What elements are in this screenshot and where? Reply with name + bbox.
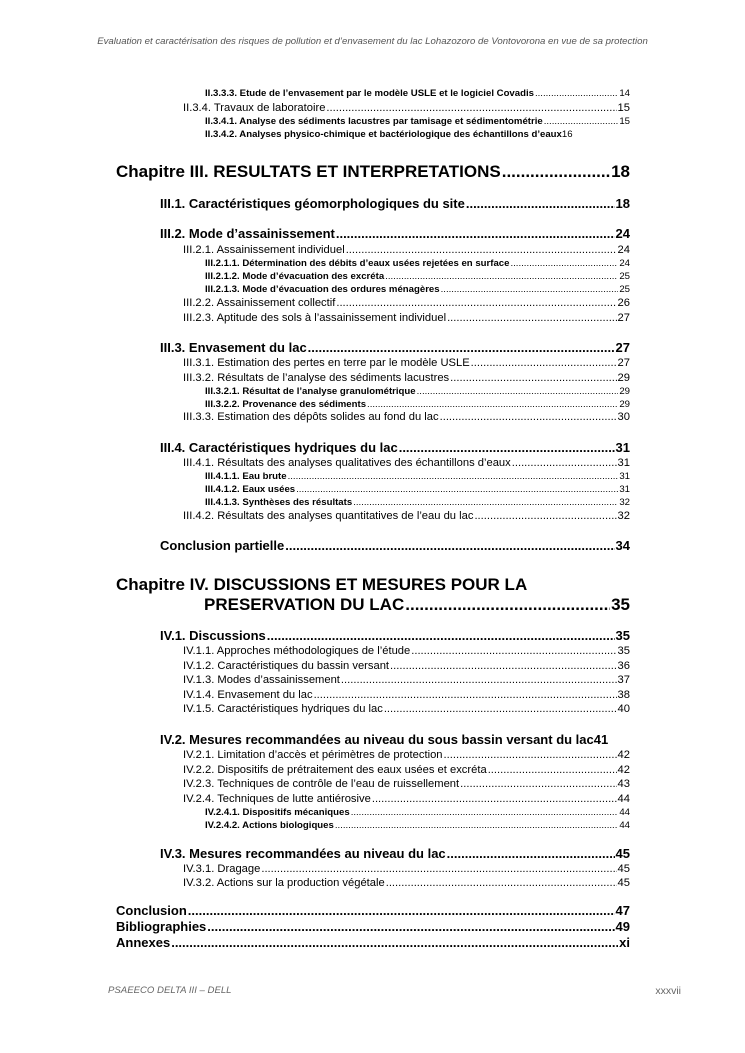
toc-title: III.3.3. Estimation des dépôts solides au fond du lac [183, 411, 439, 423]
toc-title: III.3.1. Estimation des pertes en terre par le modèle USLE [183, 357, 470, 369]
toc-entry[interactable] [205, 820, 630, 831]
toc-title: III.3. Envasement du lac [160, 340, 307, 355]
leader-dots [512, 457, 617, 470]
toc-title: IV.1.3. Modes d’assainissement [183, 674, 340, 686]
leader-dots [207, 920, 614, 935]
leader-dots [308, 341, 615, 356]
toc-page: 29 [619, 399, 630, 410]
toc-entry[interactable] [183, 660, 630, 673]
leader-dots [261, 863, 616, 876]
leader-dots [353, 497, 618, 508]
toc-section[interactable] [160, 733, 630, 748]
toc-page: 16 [561, 129, 573, 140]
toc-title: IV.2.4. Techniques de lutte antiérosive [183, 793, 371, 805]
toc-entry-bibliographies[interactable] [116, 920, 630, 935]
leader-dots [335, 820, 618, 831]
leader-dots [502, 162, 610, 182]
leader-dots [441, 284, 619, 295]
leader-dots [372, 793, 617, 806]
toc-page: 45 [617, 863, 630, 875]
leader-dots [399, 441, 615, 456]
toc-title: III.4.1.2. Eaux usées [205, 484, 296, 495]
toc-title: III.4.1.3. Synthèses des résultats [205, 497, 353, 508]
toc-title: IV.1.4. Envasement du lac [183, 689, 313, 701]
toc-page: 35 [615, 628, 630, 643]
toc-entry[interactable] [183, 764, 630, 777]
toc-entry[interactable] [183, 357, 630, 370]
toc-title: IV.1.2. Caractéristiques du bassin versant [183, 660, 390, 672]
toc-title: IV.2.1. Limitation d’accès et périmètres de protection [183, 749, 443, 761]
toc-entry[interactable] [205, 271, 630, 282]
toc-page: 15 [617, 102, 630, 114]
toc-page: 37 [617, 674, 630, 686]
page-number: xxxvii [655, 985, 681, 997]
toc-page: 49 [615, 919, 630, 934]
toc-entry[interactable] [205, 386, 630, 397]
toc-page: 44 [617, 793, 630, 805]
toc-page: 42 [617, 749, 630, 761]
toc-page: 31 [619, 484, 630, 495]
leader-dots [346, 244, 617, 257]
toc-entry-conclusion[interactable] [116, 904, 630, 919]
toc-title: III.2. Mode d’assainissement [160, 226, 335, 241]
toc-entry[interactable] [205, 88, 630, 99]
toc-title: II.3.4.2. Analyses physico-chimique et bactériologique des échantillons d’eaux [205, 129, 562, 140]
toc-page: 27 [617, 357, 630, 369]
leader-dots [341, 674, 617, 687]
toc-page: 31 [617, 457, 630, 469]
toc-entry[interactable] [183, 457, 630, 470]
leader-dots [351, 807, 619, 818]
toc-page: xi [619, 935, 630, 950]
leader-dots [411, 645, 616, 658]
toc-title: III.4.1. Résultats des analyses qualitatives des échantillons d’eaux [183, 457, 511, 469]
toc-title: III.2.1.2. Mode d’évacuation des excréta [205, 271, 385, 282]
toc-title: IV.1.1. Approches méthodologiques de l’étude [183, 645, 411, 657]
toc-entry[interactable] [183, 297, 630, 310]
toc-title: IV.1.5. Caractéristiques hydriques du lac [183, 703, 383, 715]
toc-title: II.3.4. Travaux de laboratoire [183, 102, 326, 114]
toc-title: Chapitre III. RESULTATS ET INTERPRETATIONS [116, 162, 501, 181]
leader-dots [267, 629, 615, 644]
toc-page: 24 [617, 244, 630, 256]
toc-page: 45 [617, 877, 630, 889]
toc-page: 18 [615, 196, 630, 211]
toc-section[interactable] [160, 197, 630, 212]
toc-entry-annexes[interactable] [116, 936, 630, 951]
toc-title: III.2.3. Aptitude des sols à l’assainissement individuel [183, 312, 447, 324]
leader-dots [188, 904, 615, 919]
leader-dots [336, 227, 615, 242]
toc-title: III.2.1.3. Mode d’évacuation des ordures ménagères [205, 284, 440, 295]
toc-page: 44 [619, 820, 630, 831]
toc-page: 14 [619, 88, 630, 99]
leader-dots [440, 411, 617, 424]
leader-dots [326, 102, 616, 115]
leader-dots [447, 312, 616, 325]
leader-dots [390, 660, 617, 673]
leader-dots [460, 778, 616, 791]
toc-page: 24 [615, 226, 630, 241]
toc-title: III.3.2.2. Provenance des sédiments [205, 399, 367, 410]
toc-title: III.2.1.1. Détermination des débits d’eaux usées rejetées en surface [205, 258, 510, 269]
toc-entry[interactable] [205, 116, 630, 127]
toc-entry[interactable] [205, 258, 630, 269]
toc-entry[interactable] [205, 497, 630, 508]
toc-page: 29 [619, 386, 630, 397]
toc-page: 44 [619, 807, 630, 818]
toc-page: 31 [619, 471, 630, 482]
toc-page: 35 [611, 595, 630, 614]
toc-title: Bibliographies [116, 919, 207, 934]
leader-dots [405, 595, 610, 615]
leader-dots [288, 471, 619, 482]
toc-title: II.3.3.3. Etude de l’envasement par le modèle USLE et le logiciel Covadis [205, 88, 534, 99]
toc-page: 41 [593, 732, 609, 747]
leader-dots [471, 357, 617, 370]
toc-page: 26 [617, 297, 630, 309]
toc-entry[interactable] [205, 399, 630, 410]
toc-page: 27 [615, 340, 630, 355]
leader-dots [386, 877, 617, 890]
toc-title: IV.3.1. Dragage [183, 863, 261, 875]
toc-title: Conclusion [116, 903, 187, 918]
toc-section[interactable] [160, 441, 630, 456]
leader-dots [417, 386, 619, 397]
leader-dots [447, 847, 615, 862]
leader-dots [285, 539, 614, 554]
toc-entry[interactable] [183, 863, 630, 876]
toc-entry[interactable] [205, 807, 630, 818]
toc-entry[interactable] [183, 703, 630, 716]
toc-entry[interactable] [205, 284, 630, 295]
leader-dots [385, 271, 618, 282]
toc-entry[interactable] [205, 484, 630, 495]
toc-page: 27 [617, 312, 630, 324]
toc-section[interactable] [160, 341, 630, 356]
toc-title: PRESERVATION DU LAC [204, 595, 405, 614]
toc-page: 18 [611, 162, 630, 181]
toc-entry[interactable] [205, 471, 630, 482]
toc-entry[interactable] [183, 749, 630, 762]
toc-entry[interactable] [183, 510, 630, 523]
toc-section[interactable] [160, 847, 630, 862]
leader-dots [367, 399, 618, 410]
toc-entry[interactable] [183, 102, 630, 115]
toc-section[interactable] [160, 227, 630, 242]
leader-dots [474, 510, 616, 523]
toc-entry[interactable] [183, 645, 630, 658]
toc-title: Conclusion partielle [160, 538, 285, 553]
toc-page: 24 [619, 258, 630, 269]
toc-page: 31 [615, 440, 630, 455]
toc-entry[interactable] [183, 793, 630, 806]
leader-dots [384, 703, 617, 716]
toc-title: III.3.2. Résultats de l’analyse des sédiments lacustres [183, 372, 450, 384]
page-header: Evaluation et caractérisation des risques de pollution et d’envasement du lac Lohazozoro de Vontovorona en vue de sa protection [97, 36, 648, 47]
leader-dots [466, 197, 615, 212]
toc-title: III.4. Caractéristiques hydriques du lac [160, 440, 398, 455]
toc-entry[interactable] [183, 312, 630, 325]
leader-dots [450, 372, 616, 385]
toc-page: 43 [617, 778, 630, 790]
toc-entry[interactable] [183, 244, 630, 257]
toc-title: Annexes [116, 935, 171, 950]
toc-title: III.2.2. Assainissement collectif [183, 297, 336, 309]
toc-title: IV.2.4.1. Dispositifs mécaniques [205, 807, 350, 818]
toc-chapter[interactable] [116, 162, 630, 182]
toc-page: 38 [617, 689, 630, 701]
toc-title: IV.2. Mesures recommandées au niveau du sous bassin versant du lac [160, 732, 594, 747]
toc-page: 34 [615, 538, 630, 553]
toc-section[interactable] [160, 629, 630, 644]
leader-dots [535, 88, 618, 99]
toc-page: 36 [617, 660, 630, 672]
toc-page: 32 [617, 510, 630, 522]
toc-section[interactable] [160, 539, 630, 554]
toc-chapter[interactable] [204, 595, 630, 615]
toc-title: III.4.2. Résultats des analyses quantitatives de l’eau du lac [183, 510, 474, 522]
toc-page: 45 [615, 846, 630, 861]
toc-entry[interactable] [183, 877, 630, 890]
toc-page: 47 [615, 903, 630, 918]
leader-dots [488, 764, 617, 777]
leader-dots [544, 116, 619, 127]
toc-page: 35 [617, 645, 630, 657]
toc-entry[interactable] [183, 689, 630, 702]
toc-title: III.4.1.1. Eau brute [205, 471, 287, 482]
toc-title: IV.2.2. Dispositifs de prétraitement des eaux usées et excréta [183, 764, 487, 776]
leader-dots [314, 689, 617, 702]
toc-entry[interactable] [183, 411, 630, 424]
toc-title: IV.2.3. Techniques de contrôle de l’eau de ruissellement [183, 778, 460, 790]
toc-entry[interactable] [183, 372, 630, 385]
toc-page: 42 [617, 764, 630, 776]
toc-title: IV.3.2. Actions sur la production végétale [183, 877, 385, 889]
toc-title: IV.2.4.2. Actions biologiques [205, 820, 334, 831]
toc-page: 25 [619, 284, 630, 295]
leader-dots [336, 297, 616, 310]
toc-title: II.3.4.1. Analyse des sédiments lacustres par tamisage et sédimentométrie [205, 116, 543, 127]
leader-dots [171, 936, 618, 951]
toc-page: 40 [617, 703, 630, 715]
toc-entry[interactable] [183, 778, 630, 791]
toc-title: IV.1. Discussions [160, 628, 266, 643]
toc-page: 30 [617, 411, 630, 423]
toc-title: III.1. Caractéristiques géomorphologiques du site [160, 196, 465, 211]
toc-page: 29 [617, 372, 630, 384]
leader-dots [444, 749, 617, 762]
leader-dots [296, 484, 618, 495]
page-footer-left: PSAEECO DELTA III – DELL [108, 985, 232, 996]
toc-entry[interactable] [205, 129, 630, 140]
toc-page: 32 [619, 497, 630, 508]
leader-dots [510, 258, 618, 269]
toc-page: 15 [619, 116, 630, 127]
toc-entry[interactable] [183, 674, 630, 687]
toc-title: IV.3. Mesures recommandées au niveau du lac [160, 846, 446, 861]
toc-chapter-line1[interactable]: Chapitre IV. DISCUSSIONS ET MESURES POUR LA [116, 575, 528, 594]
toc-page: 25 [619, 271, 630, 282]
toc-title: III.2.1. Assainissement individuel [183, 244, 345, 256]
toc-title: III.3.2.1. Résultat de l’analyse granulométrique [205, 386, 416, 397]
